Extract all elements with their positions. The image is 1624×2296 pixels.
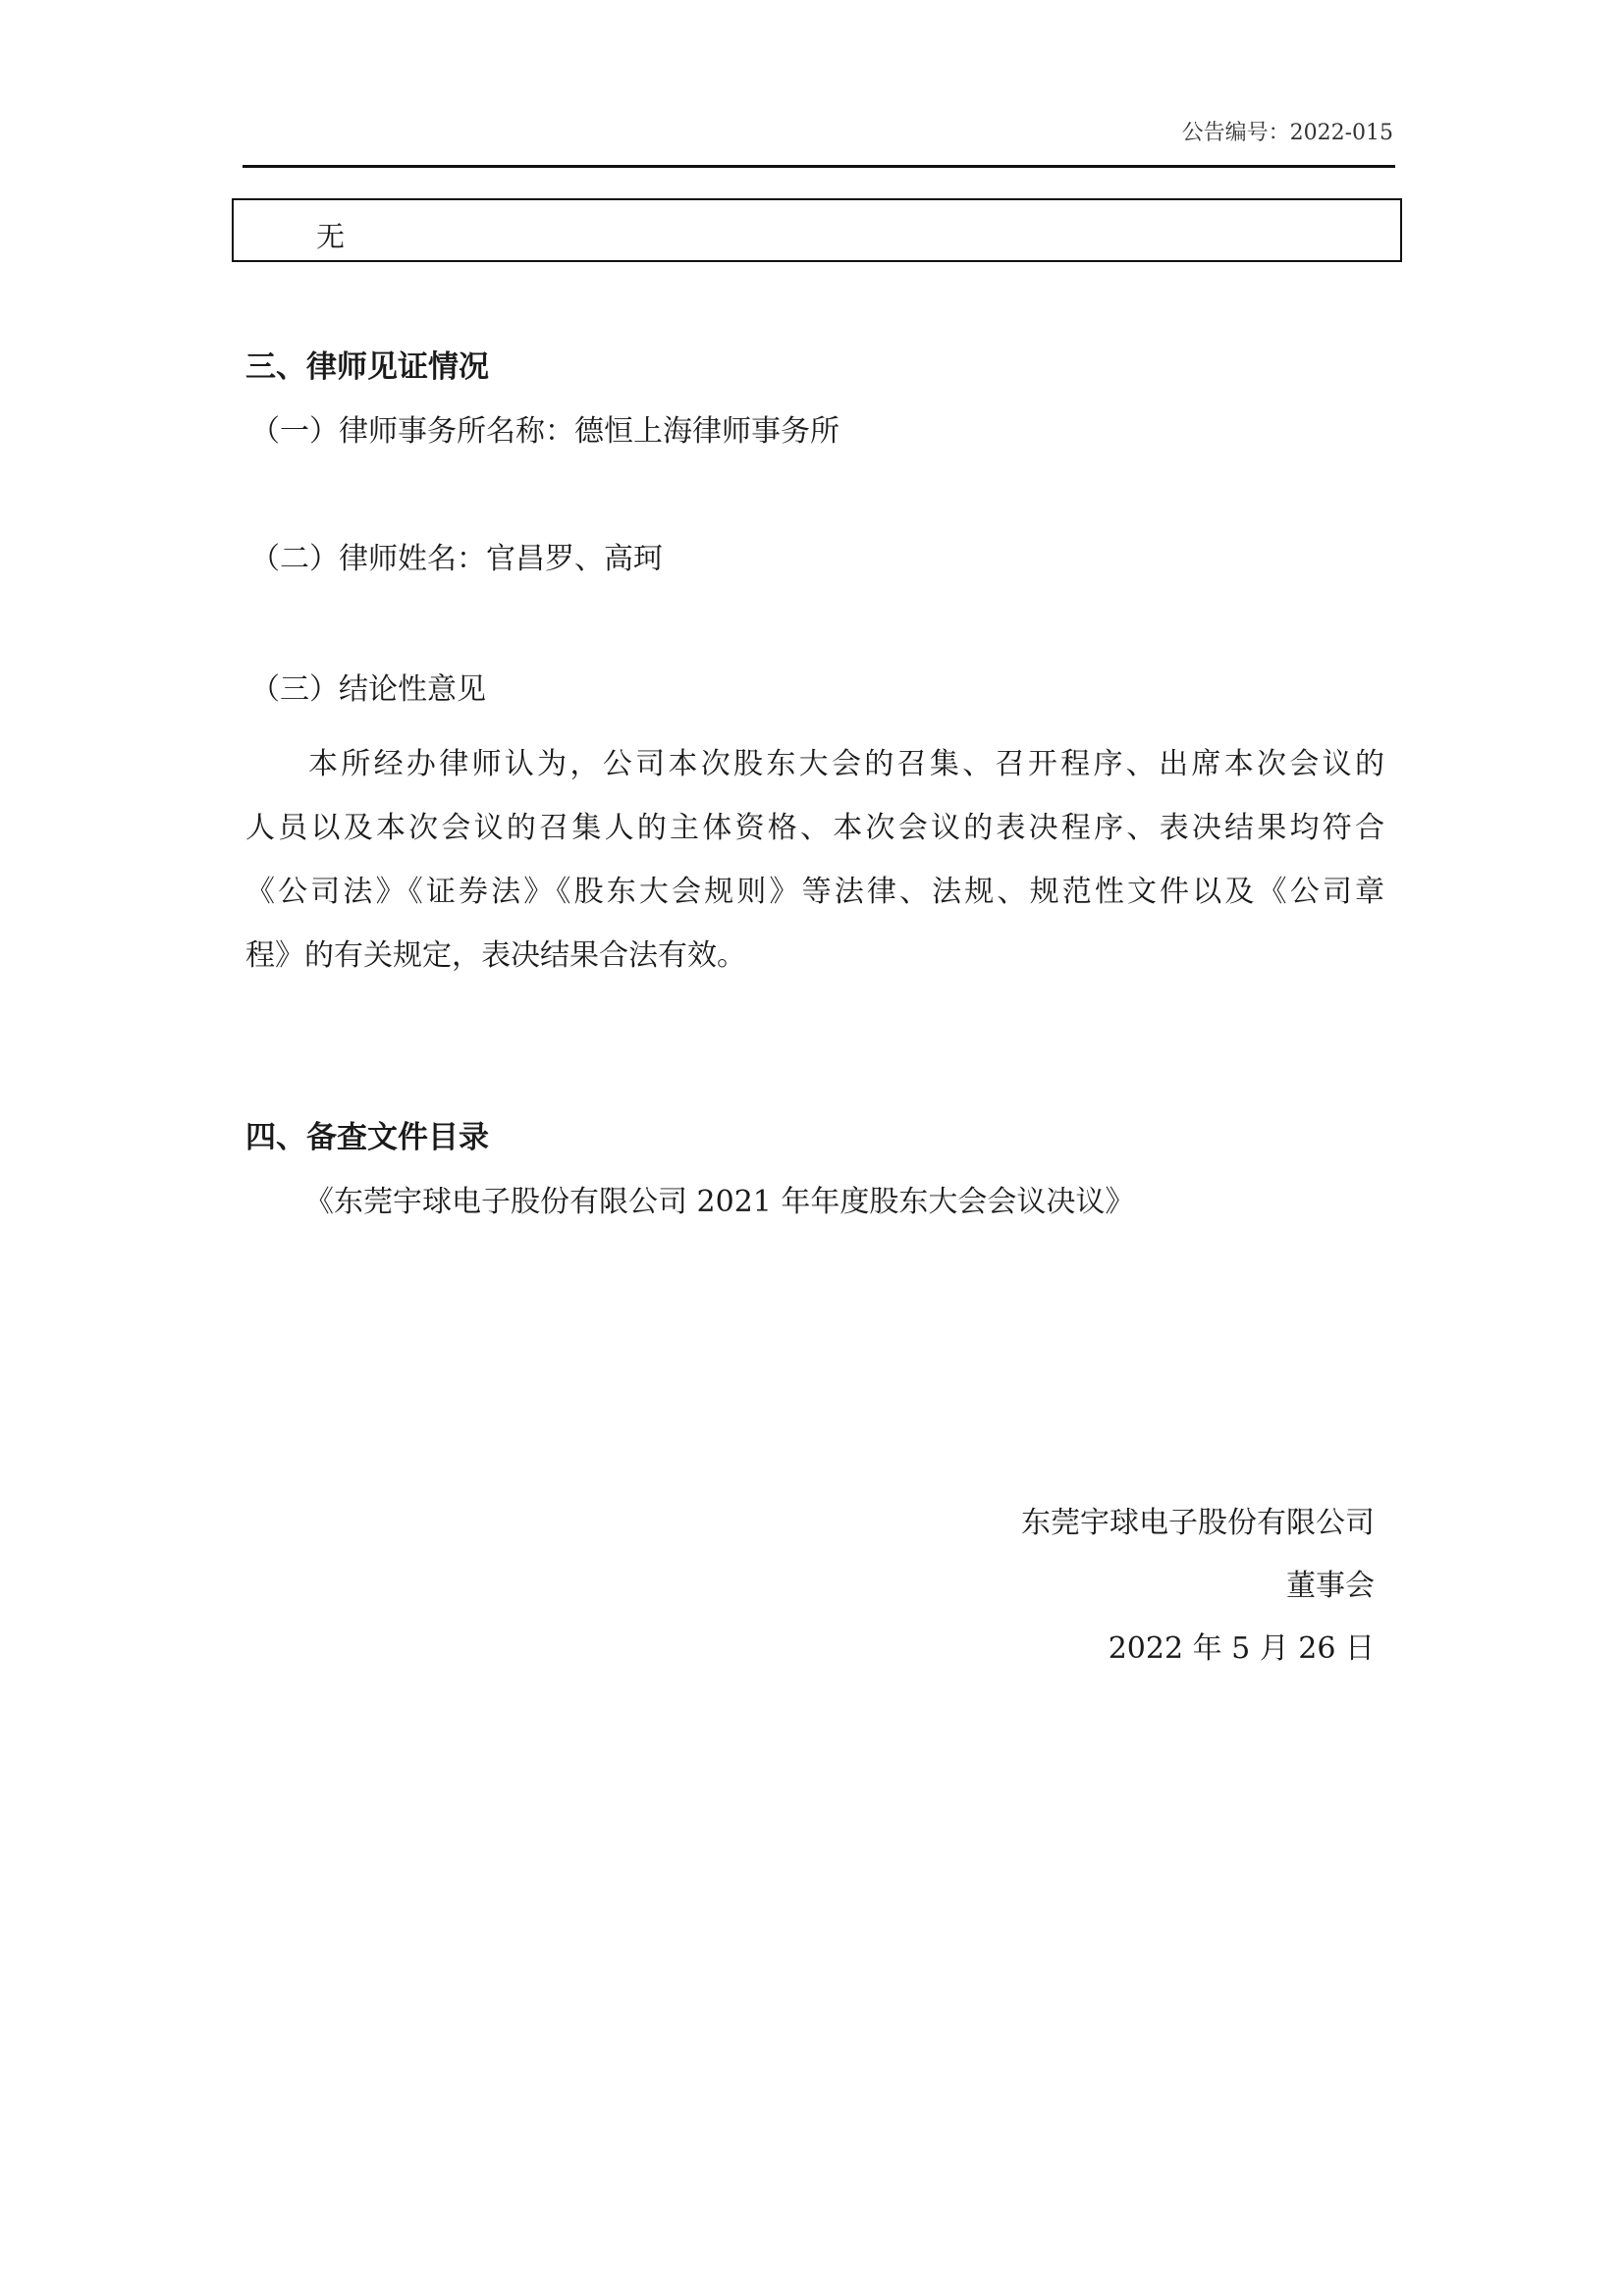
section-heading-reference-documents: 四、备查文件目录 [245, 1120, 489, 1155]
conclusion-line: 本所经办律师认为，公司本次股东大会的召集、召开程序、出席本次会议的 [308, 747, 1384, 781]
header-divider [243, 165, 1395, 168]
conclusion-heading: （三）结论性意见 [250, 672, 486, 707]
section-heading-lawyer-witness: 三、律师见证情况 [245, 349, 489, 385]
signature-date: 2022 年 5 月 26 日 [1108, 1631, 1375, 1666]
signature-company: 东莞宇球电子股份有限公司 [1021, 1506, 1375, 1540]
conclusion-line: 《公司法》《证券法》《股东大会规则》等法律、法规、规范性文件以及《公司章 [245, 875, 1384, 909]
conclusion-line: 程》的有关规定，表决结果合法有效。 [245, 938, 746, 973]
reference-document-item: 《东莞宇球电子股份有限公司 2021 年年度股东大会会议决议》 [304, 1185, 1135, 1219]
conclusion-line: 人员以及本次会议的召集人的主体资格、本次会议的表决程序、表决结果均符合 [245, 811, 1384, 845]
table-cell [232, 198, 1402, 262]
law-firm-line: （一）律师事务所名称：德恒上海律师事务所 [250, 414, 839, 449]
lawyers-line: （二）律师姓名：官昌罗、高珂 [250, 542, 663, 576]
signature-block [1021, 1492, 1375, 1681]
signature-board: 董事会 [1286, 1569, 1375, 1603]
document-number: 公告编号：2022-015 [1181, 121, 1393, 145]
table-cell-text: 无 [316, 220, 346, 253]
